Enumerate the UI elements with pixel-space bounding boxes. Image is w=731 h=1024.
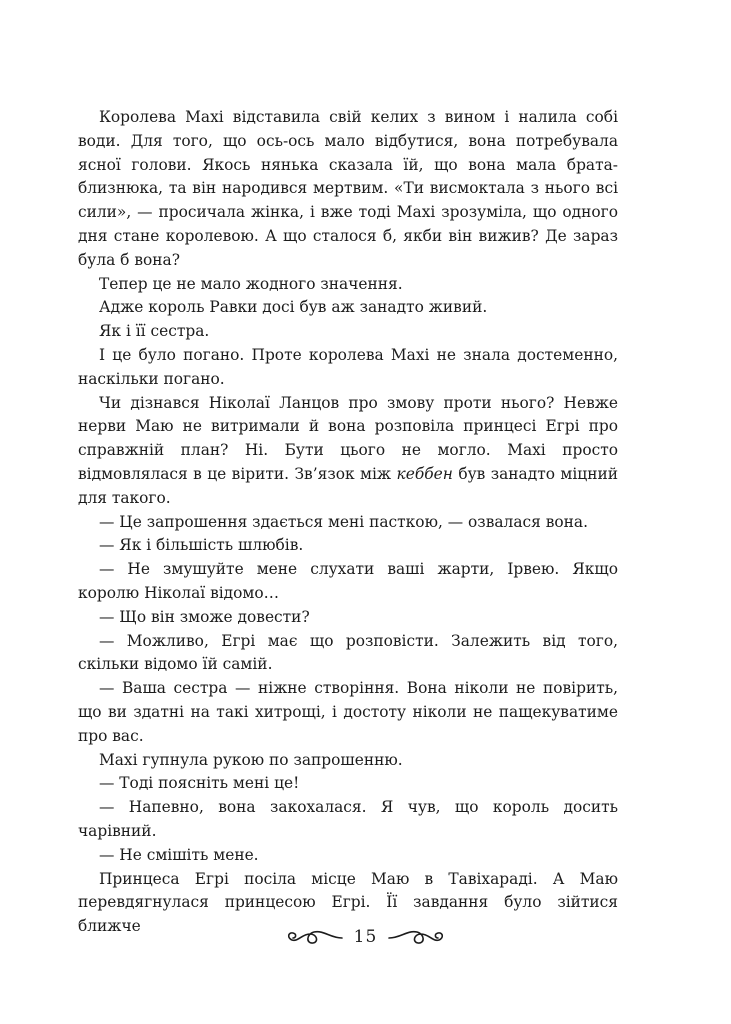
paragraph: Як і її сестра. <box>99 322 210 341</box>
paragraph: — Ваша сестра — ніжне створіння. Вона ніколи не повірить, що ви здатні на такі хитрощі, і достоту ніколи не пащекуватиме про вас. <box>78 679 618 745</box>
paragraph: — Не змушуйте мене слухати ваші жарти, Ірвею. Якщо королю Ніколаї відомо… <box>78 560 618 602</box>
paragraph-text: Чи дізнався Ніколаї Ланцов про змову проти нього? Невже нерви Маю не витримали й вона розповіла принцесі Егрі про справжній план? Ні. Бути цього не могло. Махі просто відмовлялася в це вірити. Зв’язок між <box>78 393 618 483</box>
page-footer <box>0 915 731 955</box>
emphasis-word: кеббен <box>396 464 453 483</box>
flourish-right-icon <box>387 922 447 948</box>
paragraph: — Це запрошення здається мені пасткою, — озвалася вона. <box>99 512 588 531</box>
paragraph: Махі гупнула рукою по запрошенню. <box>99 750 403 769</box>
paragraph: — Як і більшість шлюбів. <box>99 536 304 555</box>
paragraph: Адже король Равки досі був аж занадто живий. <box>99 298 488 317</box>
paragraph: І це було погано. Проте королева Махі не знала достеменно, наскільки погано. <box>78 345 618 388</box>
paragraph: — Не смішіть мене. <box>99 845 259 864</box>
paragraph: — Можливо, Егрі має що розповісти. Залежить від того, скільки відомо їй самій. <box>78 631 618 674</box>
flourish-left-icon <box>284 922 344 948</box>
page-body <box>78 106 618 939</box>
paragraph-with-emphasis <box>78 392 618 511</box>
page-number: 15 <box>353 927 378 947</box>
paragraph: — Що він зможе довести? <box>99 607 310 626</box>
paragraph: — Напевно, вона закохалася. Я чув, що король досить чарівний. <box>78 798 618 840</box>
paragraph: Тепер це не мало жодного значення. <box>99 274 403 293</box>
paragraph: Принцеса Егрі посіла місце Маю в Тавіхараді. А Маю перевдягнулася принцесою Егрі. Її завдання було зійтися ближче <box>78 869 618 936</box>
paragraph: Королева Махі відставила свій келих з вином і налила собі води. Для того, що ось-ось мало відбутися, вона потребувала ясної голови. Якось нянька сказала їй, що вона мала брата-близнюка, та він народився мертвим. «Ти висмоктала з нього всі сили», — просичала жінка, і вже тоді Махі зрозуміла, що одного дня стане королевою. А що сталося б, якби він вижив? Де зараз була б вона? <box>78 108 618 269</box>
paragraph-text: був занадто міцний для такого. <box>78 464 618 507</box>
paragraph: — Тоді поясніть мені це! <box>99 774 300 793</box>
